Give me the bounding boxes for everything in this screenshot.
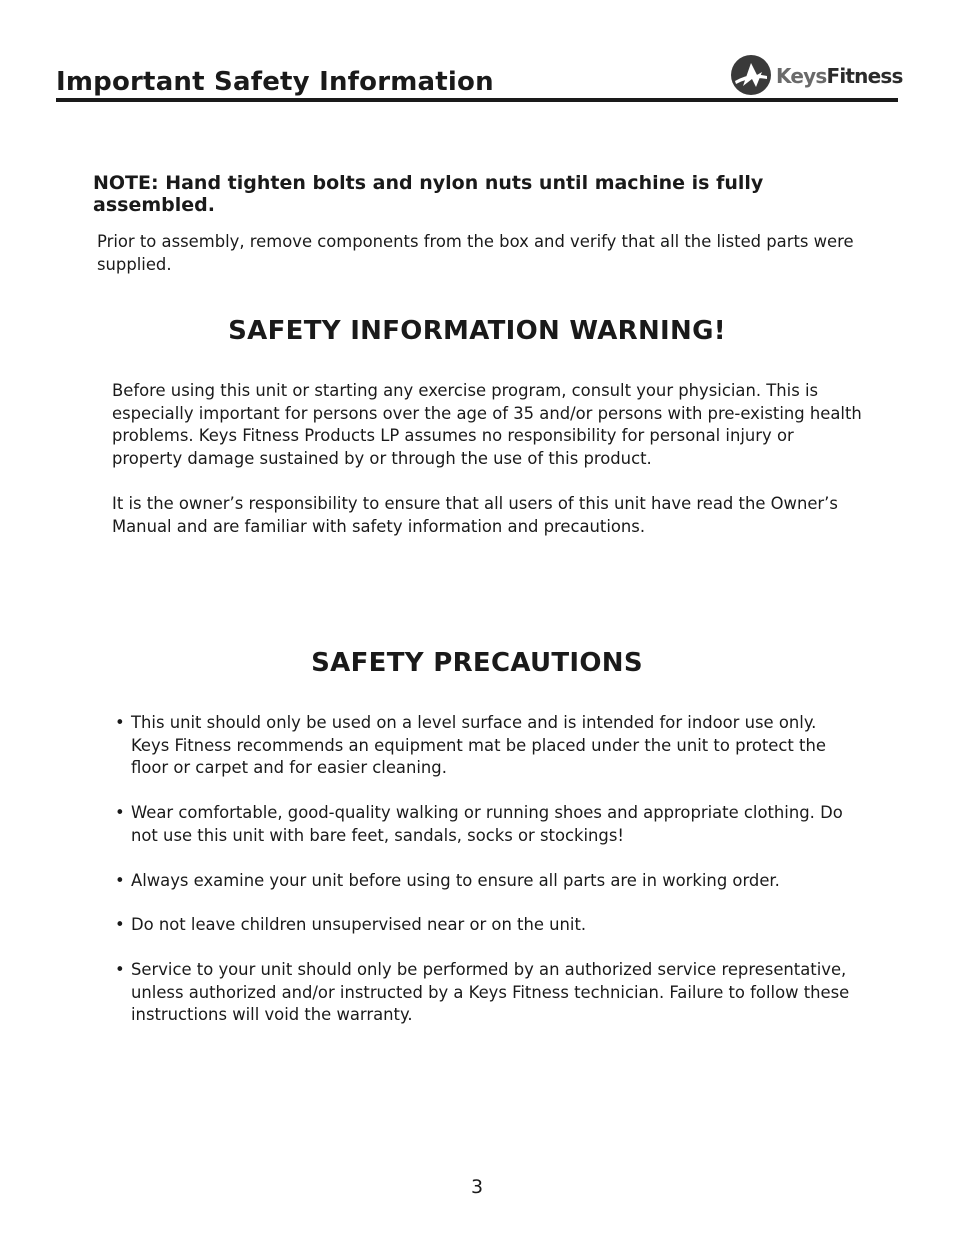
bullet-icon: • bbox=[115, 959, 125, 979]
logo-wordmark bbox=[776, 63, 903, 89]
bullet-icon: • bbox=[115, 713, 125, 732]
precautions-list bbox=[115, 712, 855, 1049]
logo-text-fitness: Fitness bbox=[826, 64, 903, 88]
assembly-note: NOTE: Hand tighten bolts and nylon nuts until machine is fully assembled. bbox=[93, 172, 764, 216]
warning-paragraph: Before using this unit or starting any exercise program, consult your physician. This is especially important for persons over the age of 35 and/or persons with pre-existing health problems. Keys Fitness Products LP assumes no responsibility for personal injury or property damage sustained by or through the use of this product. bbox=[112, 381, 862, 469]
list-item-text: This unit should only be used on a level surface and is intended for indoor use only. Keys Fitness recommends an equipment mat be placed under the unit to protect the floor or carpet and for easier cleaning. bbox=[131, 713, 826, 778]
list-item bbox=[115, 959, 855, 1027]
bullet-icon: • bbox=[115, 803, 125, 823]
list-item-text: Wear comfortable, good-quality walking or running shoes and appropriate clothing. Do not use this unit with bare feet, sandals, socks or stockings! bbox=[131, 803, 843, 845]
page-title: Important Safety Information bbox=[56, 67, 494, 97]
precautions-heading: SAFETY PRECAUTIONS bbox=[311, 648, 643, 678]
intro-paragraph: Prior to assembly, remove components from the box and verify that all the listed parts were supplied. bbox=[97, 232, 854, 274]
list-item-text: Do not leave children unsupervised near or on the unit. bbox=[131, 915, 587, 935]
warning-heading: SAFETY INFORMATION WARNING! bbox=[228, 316, 726, 346]
header-divider bbox=[56, 98, 898, 102]
bullet-icon: • bbox=[115, 915, 125, 935]
page-number: 3 bbox=[470, 1176, 484, 1198]
warning-paragraph: It is the owner’s responsibility to ensure that all users of this unit have read the Owner’s Manual and are familiar with safety information and precautions. bbox=[112, 494, 838, 536]
list-item-text: Always examine your unit before using to ensure all parts are in working order. bbox=[131, 870, 780, 890]
list-item bbox=[115, 914, 855, 937]
bullet-icon: • bbox=[115, 870, 125, 890]
list-item bbox=[115, 802, 855, 847]
list-item bbox=[115, 712, 855, 780]
list-item-text: Service to your unit should only be performed by an authorized service representative, unless authorized and/or instructed by a Keys Fitness technician. Failure to follow these instructions will void the warranty. bbox=[131, 959, 850, 1025]
brand-logo bbox=[730, 54, 903, 98]
list-item bbox=[115, 870, 855, 893]
logo-text-keys: Keys bbox=[776, 64, 827, 88]
keys-fitness-logo-icon bbox=[730, 54, 772, 96]
